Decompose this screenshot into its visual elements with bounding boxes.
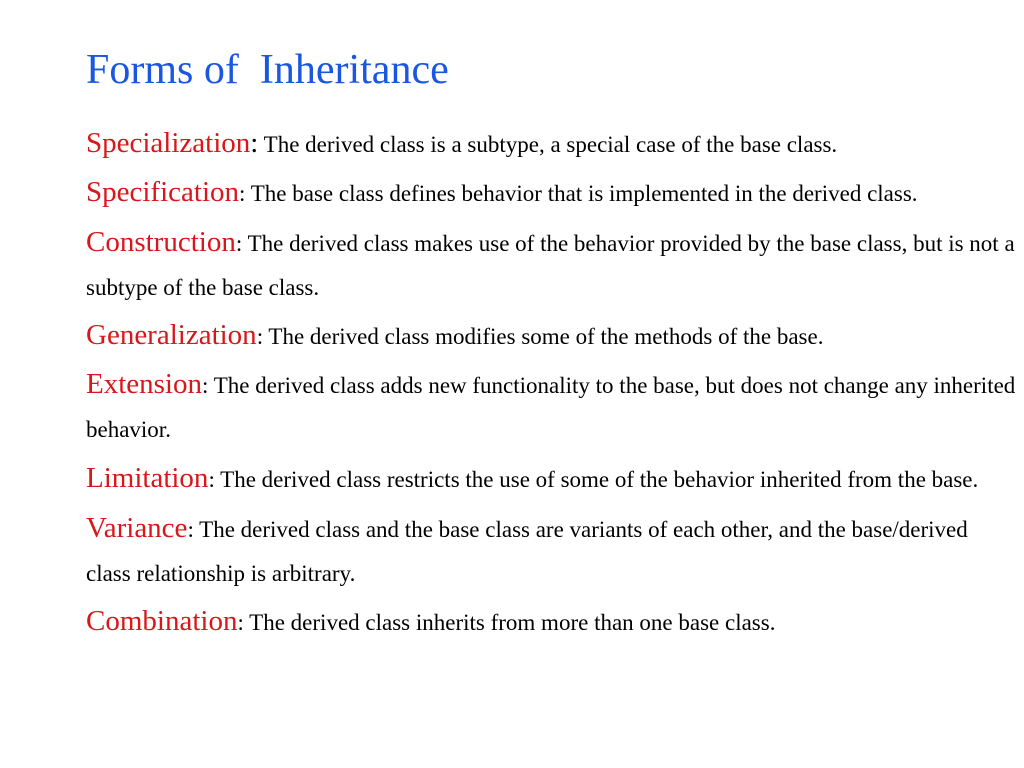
list-item-extension [86,362,1016,452]
term-separator: : [250,127,259,159]
term-construction: Construction [86,226,236,258]
term-specialization: Specialization [86,127,251,159]
term-generalization: Generalization [86,319,257,351]
term-specification: Specification [86,176,240,208]
description-variance: The derived class and the base class are variants of each other, and the base/derived class relationship is arbitrary. [86,517,968,586]
term-separator: : [256,324,264,349]
description-specialization: The derived class is a subtype, a special case of the base class. [258,132,838,157]
description-combination: The derived class inherits from more than one base class. [243,610,776,635]
inheritance-forms-list [86,122,1016,648]
list-item-specification [86,170,1016,216]
list-item-limitation [86,456,1016,502]
list-item-combination [86,600,1016,644]
term-separator: : [208,467,215,492]
term-variance: Variance [86,512,188,544]
list-item-generalization [86,314,1016,358]
description-limitation: The derived class restricts the use of some of the behavior inherited from the base. [214,467,979,492]
term-combination: Combination [86,605,238,637]
term-separator: : [187,517,194,542]
term-separator: : [235,231,243,256]
list-item-specialization [86,122,1016,166]
term-separator: : [237,610,244,635]
description-generalization: The derived class modifies some of the methods of the base. [263,324,824,349]
list-item-construction [86,220,1016,310]
term-separator: : [239,181,246,206]
description-extension: The derived class adds new functionality to the base, but does not change any inherited behavior. [86,373,1016,442]
description-construction: The derived class makes use of the behavior provided by the base class, but is not a subtype of the base class. [86,231,1015,300]
term-separator: : [202,373,209,398]
description-specification: The base class defines behavior that is implemented in the derived class. [245,181,918,206]
term-extension: Extension [86,368,202,400]
term-limitation: Limitation [86,462,209,494]
slide-title: Forms of Inheritance [86,47,449,93]
list-item-variance [86,506,1016,596]
